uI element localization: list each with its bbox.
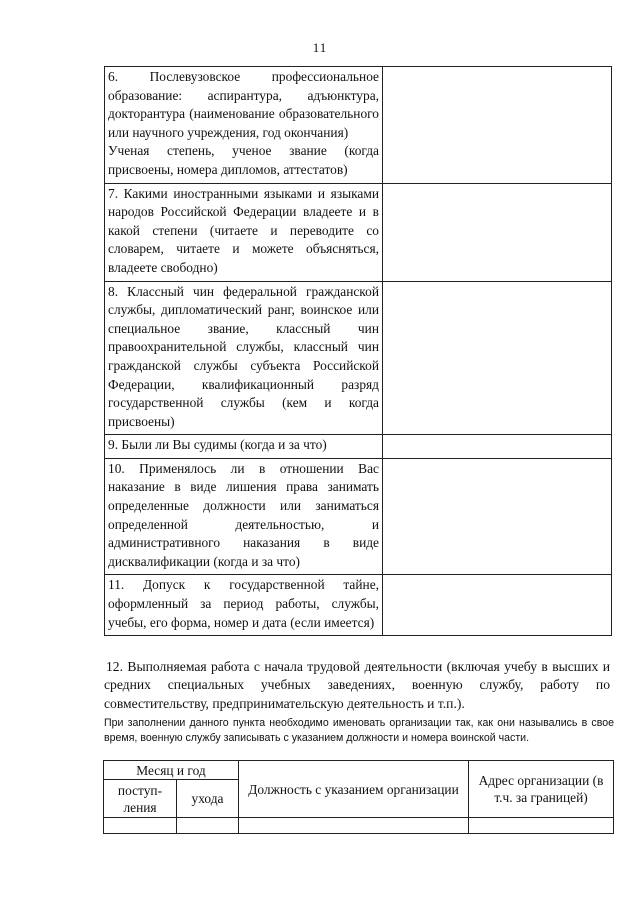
question-11-text: 11. Допуск к государственной тайне, оформленный за период работы, службы, учебы, его форма, номер и дата (если имеется) [108, 577, 379, 630]
work-position-field[interactable] [239, 818, 469, 834]
table-row [105, 67, 612, 184]
answer-9-field[interactable] [383, 435, 612, 459]
table-row [105, 458, 612, 575]
header-address: Адрес организации (в т.ч. за границей) [469, 761, 614, 818]
question-7 [105, 183, 383, 281]
answer-6-field[interactable] [383, 67, 612, 184]
table-row [105, 281, 612, 435]
question-8-text: 8. Классный чин федеральной гражданской службы, дипломатический ранг, воинское или специальное звание, классный чин правоохранительной службы, классный чин гражданской службы субъекта Российской Федерации, квалификационный разряд государственной службы (кем и когда присвоены) [108, 283, 379, 429]
question-6 [105, 67, 383, 184]
question-11 [105, 575, 383, 636]
question-7-text: 7. Какими иностранными языками и языками народов Российской Федерации владеете и в какой степени (читаете и переводите со словарем, читаете и можете объясняться, владеете свободно) [108, 185, 379, 275]
question-6-degree-text: Ученая степень, ученое звание (когда присвоены, номера дипломов, аттестатов) [108, 143, 379, 177]
question-9-text: 9. Были ли Вы судимы (когда и за что) [108, 437, 327, 453]
table-row [105, 575, 612, 636]
work-header-row [104, 761, 614, 780]
work-end-field[interactable] [177, 818, 239, 834]
header-start: поступ-ления [104, 780, 177, 818]
answer-11-field[interactable] [383, 575, 612, 636]
answer-8-field[interactable] [383, 281, 612, 435]
question-10 [105, 458, 383, 575]
table-row [104, 818, 614, 834]
question-9 [105, 435, 383, 459]
table-row [105, 183, 612, 281]
question-8 [105, 281, 383, 435]
section-12-note: При заполнении данного пункта необходимо именовать организации так, как они назывались в свое время, военную службу записывать с указанием должности и номера воинской части. [104, 717, 614, 744]
header-month-year: Месяц и год [104, 761, 239, 780]
header-position: Должность с указанием организации [239, 761, 469, 818]
work-address-field[interactable] [469, 818, 614, 834]
questionnaire-table [104, 66, 612, 636]
work-start-field[interactable] [104, 818, 177, 834]
section-12-heading: 12. Выполняемая работа с начала трудовой деятельности (включая учебу в высших и средних специальных учебных заведениях, военную службу, работу по совместительству, предпринимательскую деятельность и т.п.). [104, 659, 610, 711]
question-10-text: 10. Применялось ли в отношении Вас наказание в виде лишения права занимать определенные должности или заниматься определенной деятельностью, и административного наказания в виде дисквалификации (когда и за что) [108, 460, 379, 569]
table-row [105, 435, 612, 459]
page-number: 11 [312, 40, 328, 55]
answer-10-field[interactable] [383, 458, 612, 575]
work-history-table [103, 760, 614, 834]
answer-7-field[interactable] [383, 183, 612, 281]
header-end: ухода [177, 780, 239, 818]
question-6-text: 6. Послевузовское профессиональное образование: аспирантура, адъюнктура, докторантура (наименование образовательного или научного учреждения, год окончания) [108, 69, 379, 140]
